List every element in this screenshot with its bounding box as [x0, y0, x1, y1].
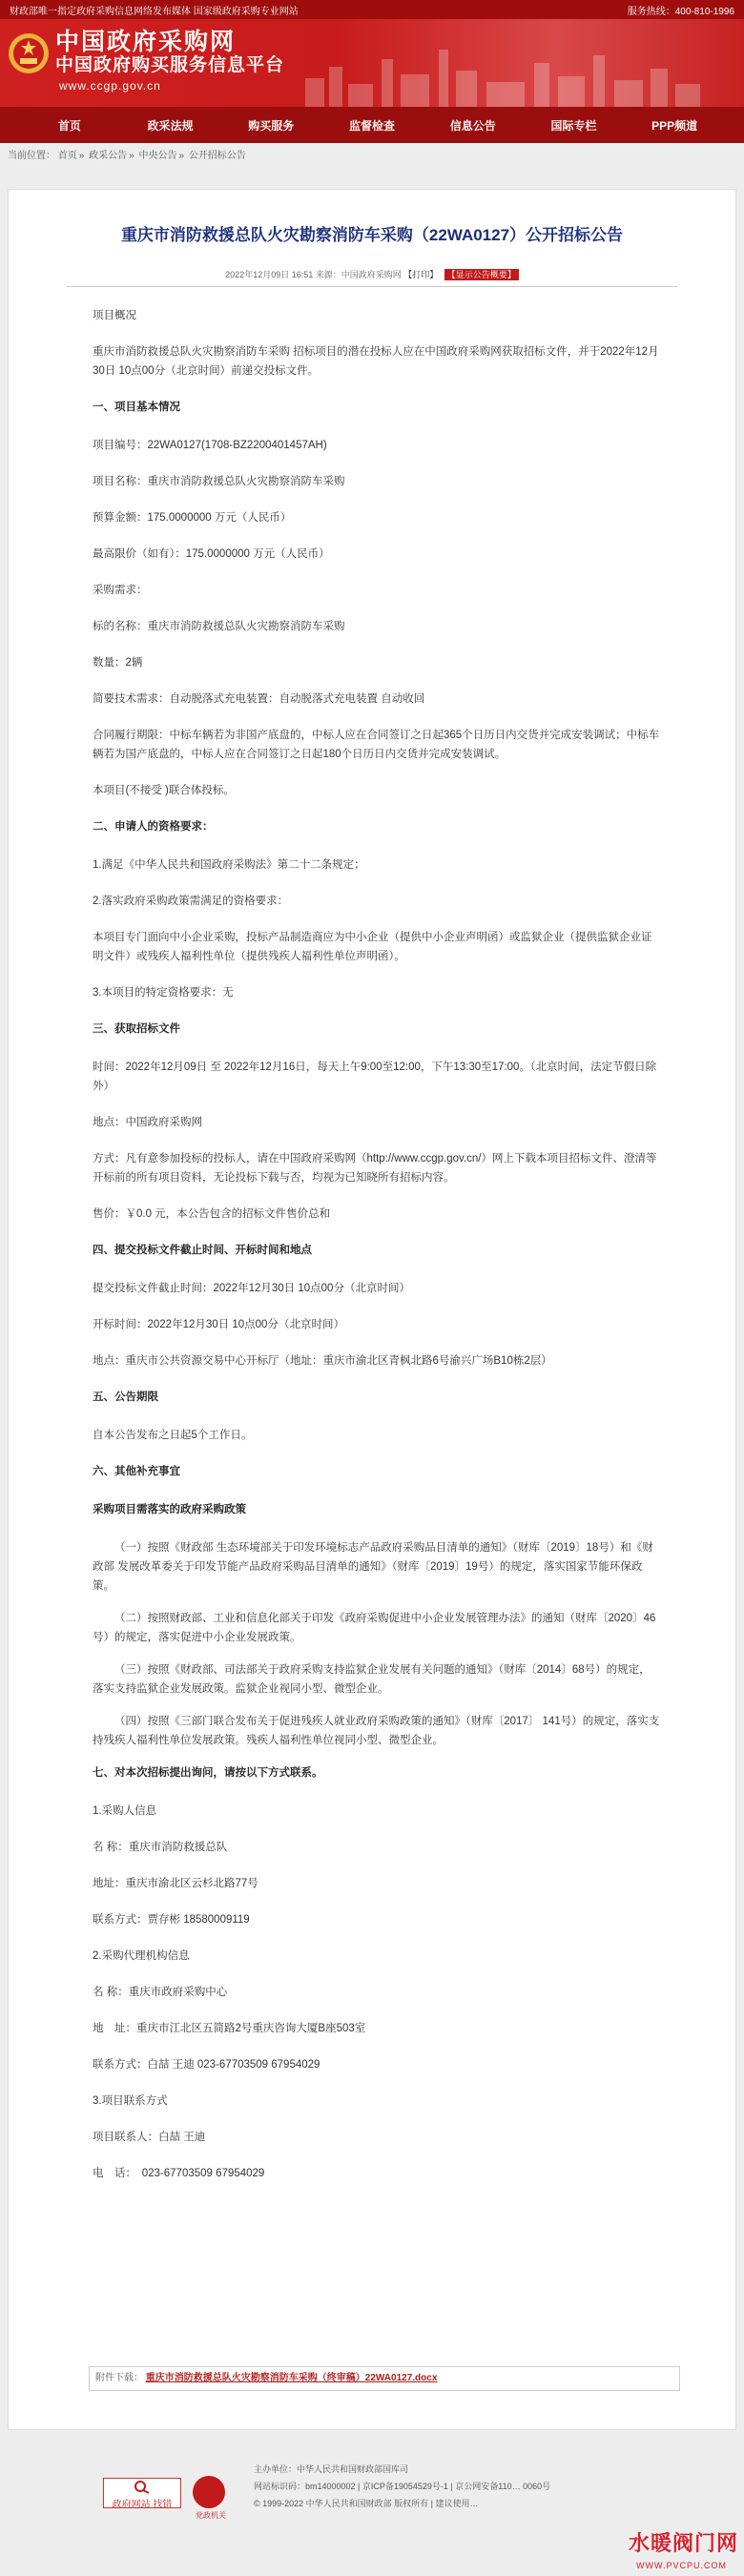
article-paragraph: 项目编号：22WA0127(1708-BZ2200401457AH) [93, 440, 327, 451]
article-paragraph: 自本公告发布之日起5个工作日。 [93, 1430, 253, 1441]
section-heading: 七、对本次招标提出询问，请按以下方式联系。 [93, 1767, 323, 1779]
summary-toggle-button[interactable]: 【显示公告概要】 [444, 269, 519, 280]
section-heading: 三、获取招标文件 [93, 1023, 180, 1035]
breadcrumb-announcements[interactable]: 政采公告 [89, 151, 128, 161]
nav-regulations[interactable]: 政采法规 [147, 118, 194, 133]
article-body [9, 287, 735, 2183]
breadcrumb-central[interactable]: 中央公告 [138, 151, 177, 161]
site-url: www.ccgp.gov.cn [59, 79, 161, 93]
national-emblem-icon[interactable] [8, 32, 50, 74]
breadcrumb-home[interactable]: 首页 [57, 151, 77, 161]
article-paragraph: 标的名称：重庆市消防救援总队火灾勘察消防车采购 [93, 621, 345, 632]
article-paragraph: 地 址：重庆市江北区五简路2号重庆咨询大厦B座503室 [93, 2023, 366, 2034]
article-card [8, 189, 736, 2430]
article-paragraph: 联系方式：白喆 王迪 023-67703509 67954029 [93, 2059, 320, 2071]
article-paragraph: 采购需求： [93, 585, 148, 596]
article-paragraph: 重庆市消防救援总队火灾勘察消防车采购 招标项目的潜在投标人应在中国政府采购网获取招标文件，并于2022年12月30日 10点00分（北京时间）前递交投标文件。 [93, 346, 659, 377]
magnifier-icon [133, 2481, 152, 2494]
article-paragraph: 项目名称：重庆市消防救援总队火灾勘察消防车采购 [93, 476, 345, 487]
breadcrumb: 当前位置： 首页 » 政采公告 » 中央公告 » 公开招标公告 [8, 151, 246, 161]
article-paragraph: 方式：凡有意参加投标的投标人，请在中国政府采购网（http://www.ccgp.gov.cn/）网上下载本项目招标文件、澄清等开标前的所有项目资料，无论投标下载与否，均视为已知晓所有招标内容。 [93, 1153, 657, 1184]
article-paragraph: 3.本项目的特定资格要求：无 [93, 987, 234, 999]
article-paragraph: 1.采购人信息 [93, 1805, 157, 1817]
hotline: 服务热线：400-810-1996 [627, 6, 734, 17]
article-paragraph: 时间：2022年12月09日 至 2022年12月16日，每天上午9:00至12:00，下午13:30至17:00。（北京时间，法定节假日除外） [93, 1061, 657, 1092]
attachment-row [89, 2366, 680, 2391]
nav-purchase-services[interactable]: 购买服务 [248, 118, 295, 133]
article-paragraph: 地点：重庆市公共资源交易中心开标厅（地址：重庆市渝北区青枫北路6号渝兴广场B10栋2层） [93, 1355, 552, 1367]
article-paragraph: 联系方式：贾存彬 18580009119 [93, 1914, 250, 1926]
publish-info: 2022年12月09日 16:51 来源：中国政府采购网 [225, 270, 402, 279]
article-paragraph: 2.落实政府采购政策需满足的资格要求： [93, 896, 289, 907]
print-link[interactable]: 【打印】 [403, 270, 439, 279]
footer-line: © 1999-2022 中华人民共和国财政部 版权所有 | 建议使用… [254, 2499, 479, 2508]
article-paragraph: 3.项目联系方式 [93, 2095, 168, 2107]
section-heading: 二、申请人的资格要求： [93, 821, 214, 833]
article-paragraph: 名 称：重庆市消防救援总队 [93, 1842, 228, 1853]
article-paragraph: （三）按照《财政部、司法部关于政府采购支持监狱企业发展有关问题的通知》（财库〔2014〕68号）的规定，落实支持监狱企业发展政策。监狱企业视同小型、微型企业。 [93, 1664, 651, 1695]
nav-ppp[interactable]: PPP频道 [651, 118, 698, 133]
article-paragraph: 数量：2辆 [93, 657, 143, 669]
skyline-decoration [296, 40, 706, 107]
article-meta [67, 268, 677, 287]
article-paragraph: 预算金额：175.0000000 万元（人民币） [93, 512, 292, 524]
party-gov-badge-icon[interactable] [193, 2476, 225, 2508]
main-nav [0, 107, 744, 143]
section-heading: 一、项目基本情况 [93, 402, 180, 413]
breadcrumb-label: 当前位置： [8, 151, 55, 161]
nav-international[interactable]: 国际专栏 [550, 118, 597, 133]
top-bar-slogan: 财政部唯一指定政府采购信息网络发布媒体 国家级政府采购专业网站 [10, 6, 299, 17]
article-paragraph: 售价：￥0.0 元，本公告包含的招标文件售价总和 [93, 1208, 331, 1220]
watermark-text: 水暖阀门网 [628, 2531, 738, 2555]
article-paragraph: 本项目专门面向中小企业采购，投标产品制造商应为中小企业（提供中小企业声明函）或监狱企业（提供监狱企业证明文件）或残疾人福利性单位（提供残疾人福利性单位声明函）。 [93, 932, 652, 962]
site-name[interactable]: 中国政府采购网 [55, 29, 237, 55]
site-header [0, 19, 744, 107]
nav-announcements[interactable]: 信息公告 [449, 118, 496, 133]
attachment-link[interactable]: 重庆市消防救援总队火灾勘察消防车采购（终审稿）22WA0127.docx [145, 2373, 438, 2383]
page-title: 重庆市消防救援总队火灾勘察消防车采购（22WA0127）公开招标公告 [120, 226, 624, 244]
article-paragraph: （二）按照财政部、工业和信息化部关于印发《政府采购促进中小企业发展管理办法》的通知（财库〔2020〕46号）的规定，落实促进中小企业发展政策。 [93, 1613, 656, 1643]
article-paragraph: 1.满足《中华人民共和国政府采购法》第二十二条规定； [93, 859, 365, 871]
section-heading: 四、提交投标文件截止时间、开标时间和地点 [93, 1245, 312, 1256]
footer-line: 网站标识码：bm14000002 | 京ICP备19054529号-1 | 京公网安备110… 0060号 [254, 2482, 551, 2491]
article-paragraph: 提交投标文件截止时间：2022年12月30日 10点00分（北京时间） [93, 1283, 410, 1294]
breadcrumb-tender[interactable]: 公开招标公告 [188, 151, 246, 161]
section-heading: 六、其他补充事宜 [93, 1466, 180, 1477]
section-heading: 五、公告期限 [93, 1391, 158, 1403]
site-footer [0, 2442, 744, 2576]
article-paragraph: 合同履行期限：中标车辆若为非国产底盘的，中标人应在合同签订之日起365个日历日内交货并完成安装调试；中标车辆若为国产底盘的，中标人应在合同签订之日起180个日历日内交货并完成安装调试。 [93, 730, 660, 760]
top-bar [0, 0, 744, 19]
article-paragraph: 2.采购代理机构信息 [93, 1950, 190, 1962]
article-paragraph: 项目概况 [93, 310, 136, 321]
report-error-badge[interactable] [103, 2478, 181, 2508]
site-subtitle: 中国政府购买服务信息平台 [55, 55, 285, 75]
watermark-url: WWW.PVCPU.COM [636, 2561, 727, 2570]
nav-home[interactable]: 首页 [57, 118, 81, 133]
article-paragraph: 本项目(不接受 )联合体投标。 [93, 785, 235, 796]
article-paragraph: （一）按照《财政部 生态环境部关于印发环境标志产品政府采购品目清单的通知》（财库〔2019〕18号）和《财政部 发展改革委关于印发节能产品政府采购品目清单的通知》（财库〔2019〕19号）的规定，落实国家节能环保政策。 [93, 1542, 653, 1592]
article-paragraph: 地址：重庆市渝北区云杉北路77号 [93, 1878, 258, 1889]
nav-supervision[interactable]: 监督检查 [349, 118, 396, 133]
report-error-label: 政府网站 找错 [112, 2500, 173, 2510]
attachment-label: 附件下载： [95, 2373, 143, 2383]
article-paragraph: 简要技术需求：自动脱落式充电装置：自动脱落式充电装置 自动收回 [93, 693, 425, 705]
article-paragraph: 项目联系人：白喆 王迪 [93, 2132, 206, 2143]
article-paragraph: 最高限价（如有）：175.0000000 万元（人民币） [93, 548, 330, 560]
article-paragraph: 电 话： 023-67703509 67954029 [93, 2168, 265, 2179]
party-gov-label: 党政机关 [196, 2511, 226, 2520]
article-paragraph: 开标时间：2022年12月30日 10点00分（北京时间） [93, 1319, 344, 1330]
section-heading: 采购项目需落实的政府采购政策 [93, 1504, 246, 1515]
article-paragraph: 地点：中国政府采购网 [93, 1117, 202, 1128]
footer-line: 主办单位：中华人民共和国财政部国库司 [254, 2464, 409, 2474]
article-paragraph: 名 称：重庆市政府采购中心 [93, 1987, 228, 1998]
article-paragraph: （四）按照《三部门联合发布关于促进残疾人就业政府采购政策的通知》（财库〔2017〕 141号）的规定，落实支持残疾人福利性单位发展政策。残疾人福利性单位视同小型、微型企业。 [93, 1716, 660, 1746]
footer-info [254, 2461, 550, 2512]
